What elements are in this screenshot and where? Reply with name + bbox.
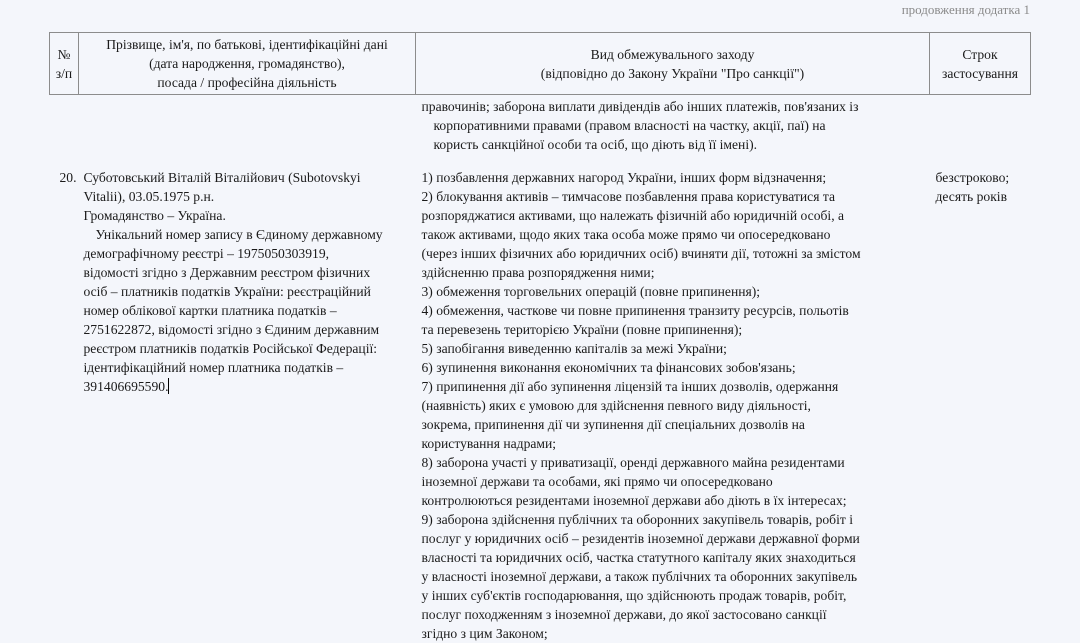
measure-line: та перевезень територією України (повне припинення); [421,322,743,337]
person-line: осіб – платників податків України: реєстраційний [83,284,371,299]
person-line: ідентифікаційний номер платника податків – [83,360,344,375]
measure-line: послуг походженням з іноземної держави, до якої застосовано санкції [421,607,827,622]
measure-line: власності та юридичних осіб, частка статутного капіталу яких знаходиться [421,550,856,565]
continuation-line: правочинів; заборона виплати дивідендів або інших платежів, пов'язаних із [421,99,859,114]
measure-line: розпоряджатися активами, що належать фізичній або юридичній особі, а [421,208,845,223]
measure-line: 8) заборона участі у приватизації, оренді державного майна резидентами [421,455,845,470]
header-measure [416,33,930,95]
measure-line: зокрема, припинення дії чи зупинення дії спеціальних дозволів на [421,417,805,432]
table-row [50,168,1031,643]
person-line-last [84,377,410,396]
empty-cell [930,95,1031,169]
person-line: Суботовський Віталій Віталійович (Subotovskyi [83,170,361,185]
measure-line: 6) зупинення виконання економічних та фінансових зобов'язань; [421,360,796,375]
person-line: Унікальний номер запису в Єдиному державному [95,227,383,242]
measure-line: 1) позбавлення державних нагород України, інших форм відзначення; [421,170,827,185]
person-line: демографічному реєстрі – 1975050303919, [83,246,330,261]
person-info [79,168,416,643]
measure-line: 5) запобігання виведенню капіталів за межі України; [421,341,727,356]
measure-line: послуг у юридичних осіб – резидентів іноземної держави державної форми [421,531,860,546]
measure-line: у інших суб'єктів господарювання, що здійснюють продаж товарів, робіт, [421,588,847,603]
text-cursor [168,378,169,394]
continuation-line: корпоративними правами (правом власності на частку, акції, паї) на [433,118,826,133]
person-line: номер облікової картки платника податків – [83,303,337,318]
measure-line: контролюються резидентами іноземної держави або діють в їх інтересах; [421,493,847,508]
header-person [79,33,416,95]
header-term [930,33,1031,95]
header-num-line: № [57,46,71,62]
measure-line: 3) обмеження торговельних операцій (повне припинення); [421,284,761,299]
measures-list [416,168,930,643]
person-line: відомості згідно з Державним реєстром фізичних [83,265,371,280]
measure-line: 7) припинення дії або зупинення ліцензій та інших дозволів, одержання [421,379,839,394]
measure-line: у власності іноземної держави, а також публічних та оборонних закупівель [421,569,858,584]
continuation-line: користь санкційної особи та осіб, що діють від її імені). [433,137,758,152]
entry-number: 20. [59,170,77,185]
sanctions-table [49,32,1031,643]
measure-line: 9) заборона здійснення публічних та оборонних закупівель товарів, робіт і [421,512,853,527]
person-line: реєстром платників податків Російської Федерації: [83,341,378,356]
measure-line: також активами, щодо яких така особа може прямо чи опосередковано [421,227,831,242]
measure-line: (наявність) яких є умовою для здійснення певного виду діяльності, [421,398,811,413]
measure-line: іноземної держави та особами, які прямо чи опосередковано [421,474,773,489]
continuation-row [50,95,1031,169]
measure-line: згідно з цим Законом; [421,626,548,641]
person-line: Vitalii), 03.05.1975 р.н. [83,189,215,204]
person-line-text: 391406695590. [83,379,169,394]
person-line: 2751622872, відомості згідно з Єдиним державним [83,322,380,337]
term-line: десять років [935,189,1008,204]
measure-line: 2) блокування активів – тимчасове позбавлення права користуватися та [421,189,835,204]
header-term-line: застосування [941,65,1019,81]
header-measure-line: (відповідно до Закону України "Про санкції") [540,65,805,81]
measure-line: (через інших фізичних або юридичних осіб) вчиняти дії, тотожні за змістом [421,246,861,261]
header-term-line: Строк [962,46,998,62]
measure-line: користування надрами; [421,436,557,451]
empty-cell [79,95,416,169]
measure-line: 4) обмеження, часткове чи повне припинення транзиту ресурсів, польотів [421,303,849,318]
term-cell [930,168,1031,643]
continuation-text [416,95,930,169]
continuation-note: продовження додатка 1 [901,2,1030,17]
empty-cell [50,95,79,169]
header-num [50,33,79,95]
header-person-line: (дата народження, громадянство), [149,56,345,71]
header-measure-line: Вид обмежувального заходу [590,46,755,62]
header-num-line: з/п [55,65,73,81]
table-header-row [50,33,1031,95]
term-line: безстроково; [935,170,1010,185]
person-line: Громадянство – Україна. [83,208,226,223]
header-person-line: Прізвище, ім'я, по батькові, ідентифікаційні дані [106,37,388,52]
measure-line: здійсненню права розпорядження ними; [421,265,655,280]
header-person-line: посада / професійна діяльність [157,75,337,90]
